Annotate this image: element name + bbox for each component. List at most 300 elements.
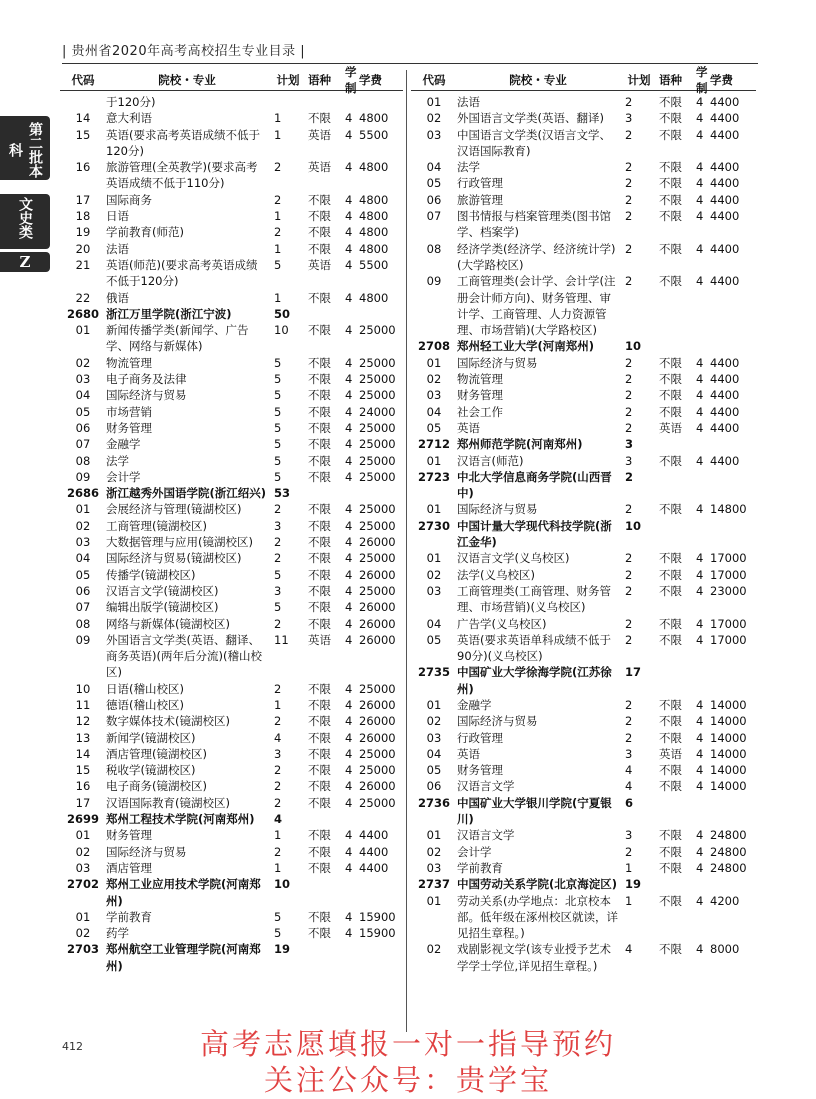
row-name: 意大利语 — [106, 111, 152, 126]
row-duration: 4 — [345, 926, 353, 941]
header-fee: 学费 — [710, 72, 733, 87]
row-lang: 不限 — [308, 518, 331, 533]
row-plan: 2 — [625, 714, 633, 729]
row-duration: 4 — [345, 372, 353, 387]
major-row — [60, 844, 403, 860]
major-row — [60, 110, 403, 126]
row-lang: 不限 — [308, 192, 331, 207]
row-fee: 4800 — [359, 209, 389, 224]
side-tab-category-label: 文史类 — [17, 197, 33, 239]
header-lang: 语种 — [659, 72, 682, 87]
running-header: | 贵州省2020年高考高校招生专业目录 | — [62, 44, 306, 59]
major-row — [60, 534, 403, 550]
row-lang: 不限 — [659, 404, 682, 419]
row-duration: 4 — [345, 420, 353, 435]
row-plan: 10 — [625, 518, 642, 533]
row-plan: 2 — [625, 355, 633, 370]
row-plan: 2 — [625, 616, 633, 631]
row-name: 会展经济与管理(镜湖校区) — [106, 502, 242, 517]
major-row — [411, 175, 756, 191]
row-code: 03 — [75, 372, 91, 387]
row-lang: 不限 — [659, 209, 682, 224]
row-name: 郑州轻工业大学(河南郑州) — [457, 339, 595, 354]
header-plan: 计划 — [627, 72, 651, 87]
row-duration: 4 — [345, 828, 353, 843]
row-lang: 不限 — [659, 127, 682, 142]
row-name: 德语(稽山校区) — [106, 697, 184, 712]
row-plan: 3 — [274, 746, 282, 761]
row-fee: 25000 — [359, 388, 396, 403]
row-name: 汉语言文学 — [457, 779, 515, 794]
row-duration: 4 — [696, 372, 704, 387]
row-fee: 4400 — [710, 355, 740, 370]
row-code: 12 — [75, 714, 91, 729]
row-name: 中国矿业大学银川学院(宁夏银川) — [457, 795, 612, 827]
row-lang: 不限 — [659, 697, 682, 712]
row-lang: 不限 — [308, 355, 331, 370]
row-lang: 不限 — [308, 209, 331, 224]
row-duration: 4 — [696, 844, 704, 859]
row-fee: 25000 — [359, 420, 396, 435]
row-code: 02 — [426, 567, 442, 582]
row-duration: 4 — [345, 518, 353, 533]
major-row — [411, 893, 756, 942]
row-lang: 不限 — [659, 160, 682, 175]
row-name: 财务管理 — [106, 828, 152, 843]
row-plan: 5 — [274, 600, 282, 615]
row-fee: 4400 — [359, 860, 389, 875]
row-plan: 5 — [274, 355, 282, 370]
row-plan: 5 — [274, 437, 282, 452]
row-name: 旅游管理(全英教学)(要求高考英语成绩不低于110分) — [106, 160, 258, 191]
major-row — [60, 94, 403, 110]
major-row — [60, 371, 403, 387]
row-fee: 14000 — [710, 763, 747, 778]
row-lang: 不限 — [308, 697, 331, 712]
row-plan: 2 — [625, 274, 633, 289]
row-name: 郑州航空工业管理学院(河南郑州) — [106, 942, 261, 973]
row-name: 学前教育 — [106, 909, 152, 924]
row-code: 01 — [426, 502, 442, 517]
row-plan: 10 — [274, 877, 291, 892]
row-lang: 不限 — [308, 681, 331, 696]
row-plan: 1 — [274, 241, 282, 256]
major-row — [60, 290, 403, 306]
row-name: 国际经济与贸易 — [457, 355, 538, 370]
row-code: 05 — [75, 404, 91, 419]
row-plan: 3 — [625, 746, 633, 761]
row-name: 浙江越秀外国语学院(浙江绍兴) — [106, 486, 267, 501]
row-lang: 不限 — [659, 714, 682, 729]
row-name: 电子商务及法律 — [106, 372, 187, 387]
major-row — [60, 257, 403, 290]
row-plan: 1 — [625, 893, 633, 908]
row-plan: 2 — [625, 502, 633, 517]
row-plan: 5 — [274, 926, 282, 941]
row-duration: 4 — [345, 763, 353, 778]
page-number: 412 — [62, 1040, 83, 1053]
row-duration: 4 — [345, 583, 353, 598]
row-name: 广告学(义乌校区) — [457, 616, 547, 631]
row-fee: 4200 — [710, 893, 740, 908]
row-plan: 2 — [625, 730, 633, 745]
row-plan: 11 — [274, 632, 289, 647]
row-duration: 4 — [696, 551, 704, 566]
major-row — [60, 436, 403, 452]
major-row — [411, 762, 756, 778]
row-fee: 25000 — [359, 518, 396, 533]
header-lang: 语种 — [308, 72, 331, 87]
row-fee: 25000 — [359, 323, 396, 338]
row-duration: 4 — [345, 714, 353, 729]
row-duration: 4 — [345, 290, 353, 305]
left-column-header — [60, 64, 403, 95]
row-duration: 4 — [696, 420, 704, 435]
row-duration: 4 — [696, 502, 704, 517]
row-name: 日语(稽山校区) — [106, 681, 184, 696]
row-name: 浙江万里学院(浙江宁波) — [106, 306, 232, 321]
row-plan: 3 — [625, 828, 633, 843]
major-row — [411, 550, 756, 566]
row-plan: 2 — [625, 844, 633, 859]
row-fee: 25000 — [359, 453, 396, 468]
row-fee: 25000 — [359, 372, 396, 387]
major-row — [411, 273, 756, 338]
row-fee: 4400 — [710, 209, 740, 224]
header-duration: 学制 — [696, 64, 708, 95]
row-lang: 不限 — [308, 730, 331, 745]
major-row — [60, 550, 403, 566]
major-row — [60, 404, 403, 420]
row-code: 05 — [75, 567, 91, 582]
row-duration: 4 — [696, 241, 704, 256]
major-row — [60, 827, 403, 843]
row-name: 英语(要求高考英语成绩不低于120分) — [106, 127, 260, 158]
row-code: 07 — [426, 209, 442, 224]
row-name: 学前教育(师范) — [106, 225, 184, 240]
row-code: 06 — [426, 779, 442, 794]
major-row — [60, 697, 403, 713]
row-code: 19 — [75, 225, 91, 240]
row-name: 国际经济与贸易 — [106, 388, 187, 403]
row-fee: 14000 — [710, 746, 747, 761]
row-duration: 4 — [345, 779, 353, 794]
row-lang: 不限 — [659, 241, 682, 256]
row-fee: 24800 — [710, 860, 747, 875]
row-name: 编辑出版学(镜湖校区) — [106, 600, 219, 615]
row-duration: 4 — [696, 355, 704, 370]
row-lang: 不限 — [308, 779, 331, 794]
row-duration: 4 — [345, 600, 353, 615]
row-duration: 4 — [696, 730, 704, 745]
row-lang: 不限 — [308, 290, 331, 305]
row-duration: 4 — [696, 274, 704, 289]
header-fee: 学费 — [359, 72, 382, 87]
row-plan: 2 — [274, 844, 282, 859]
row-code: 06 — [426, 192, 442, 207]
major-row — [411, 192, 756, 208]
row-duration: 4 — [345, 323, 353, 338]
row-lang: 不限 — [308, 909, 331, 924]
row-fee: 4800 — [359, 160, 389, 175]
major-row — [60, 322, 403, 355]
row-lang: 英语 — [659, 746, 682, 761]
row-lang: 不限 — [308, 746, 331, 761]
row-fee: 4400 — [710, 95, 740, 109]
row-duration: 4 — [345, 209, 353, 224]
row-fee: 4400 — [359, 828, 389, 843]
row-lang: 不限 — [308, 583, 331, 598]
row-plan: 5 — [274, 372, 282, 387]
row-name: 酒店管理 — [106, 860, 152, 875]
row-name: 会计学 — [106, 469, 141, 484]
row-code: 15 — [75, 127, 91, 142]
major-row — [411, 404, 756, 420]
row-fee: 25000 — [359, 502, 396, 517]
row-fee: 26000 — [359, 632, 396, 647]
row-code: 02 — [426, 714, 442, 729]
row-name: 国际经济与贸易 — [457, 714, 538, 729]
row-fee: 14000 — [710, 697, 747, 712]
row-duration: 4 — [696, 942, 704, 957]
row-plan: 1 — [274, 111, 282, 126]
row-code: 02 — [75, 844, 91, 859]
row-plan: 2 — [274, 192, 282, 207]
row-code: 15 — [75, 763, 91, 778]
row-name: 金融学 — [106, 437, 141, 452]
row-plan: 4 — [274, 730, 282, 745]
row-plan: 5 — [274, 567, 282, 582]
row-duration: 4 — [345, 535, 353, 550]
row-name: 社会工作 — [457, 404, 503, 419]
row-name: 法学 — [457, 160, 480, 175]
row-name: 汉语言(师范) — [457, 453, 524, 468]
major-row — [411, 567, 756, 583]
row-lang: 不限 — [659, 828, 682, 843]
row-fee: 4400 — [710, 241, 740, 256]
row-name: 工商管理类(工商管理、财务管理、市场营销)(义乌校区) — [457, 583, 611, 615]
row-plan: 3 — [625, 453, 633, 468]
row-lang: 不限 — [308, 795, 331, 810]
row-duration: 4 — [345, 453, 353, 468]
row-fee: 26000 — [359, 616, 396, 631]
row-code: 02 — [426, 111, 442, 126]
major-row — [411, 241, 756, 274]
row-duration: 4 — [696, 697, 704, 712]
row-lang: 不限 — [659, 583, 682, 598]
school-row — [60, 485, 403, 501]
row-code: 2723 — [417, 469, 450, 484]
row-name: 俄语 — [106, 290, 129, 305]
school-row — [411, 436, 756, 452]
row-name: 劳动关系(办学地点：北京校本部。低年级在涿州校区就读，详见招生章程。) — [457, 893, 618, 941]
row-name: 药学 — [106, 926, 129, 941]
row-name: 财务管理 — [457, 763, 503, 778]
row-name: 数字媒体技术(镜湖校区) — [106, 714, 230, 729]
row-plan: 1 — [274, 127, 282, 142]
row-code: 05 — [426, 176, 442, 191]
row-fee: 26000 — [359, 714, 396, 729]
row-duration: 4 — [696, 746, 704, 761]
row-duration: 4 — [345, 632, 353, 647]
major-row — [60, 762, 403, 778]
row-name: 郑州工业应用技术学院(河南郑州) — [106, 877, 261, 908]
row-duration: 4 — [345, 241, 353, 256]
row-lang: 不限 — [659, 551, 682, 566]
row-code: 03 — [426, 583, 442, 598]
row-fee: 25000 — [359, 551, 396, 566]
major-row — [60, 387, 403, 403]
row-code: 18 — [75, 209, 91, 224]
row-name: 汉语言文学 — [457, 828, 515, 843]
row-duration: 4 — [696, 176, 704, 191]
major-row — [60, 420, 403, 436]
row-code: 09 — [75, 632, 91, 647]
row-code: 02 — [75, 518, 91, 533]
major-row — [60, 192, 403, 208]
row-code: 08 — [75, 453, 91, 468]
row-name: 行政管理 — [457, 176, 503, 191]
row-name: 会计学 — [457, 844, 492, 859]
row-code: 03 — [426, 860, 442, 875]
major-row — [411, 730, 756, 746]
row-duration: 4 — [696, 127, 704, 142]
row-lang: 不限 — [659, 942, 682, 957]
right-table-body — [411, 94, 756, 974]
row-name: 中国语言文学类(汉语言文学、汉语国际教育) — [457, 127, 611, 158]
major-row — [411, 208, 756, 241]
row-lang: 不限 — [659, 453, 682, 468]
row-code: 05 — [426, 420, 442, 435]
row-duration: 4 — [696, 714, 704, 729]
row-lang: 不限 — [308, 404, 331, 419]
row-fee: 17000 — [710, 551, 747, 566]
row-duration: 4 — [345, 355, 353, 370]
row-fee: 4400 — [710, 176, 740, 191]
row-lang: 英语 — [308, 127, 331, 142]
row-plan: 6 — [625, 795, 634, 810]
row-lang: 不限 — [659, 779, 682, 794]
major-row — [411, 387, 756, 403]
row-code: 01 — [426, 95, 442, 109]
major-row — [60, 925, 403, 941]
row-plan: 4 — [625, 779, 633, 794]
row-lang: 不限 — [308, 616, 331, 631]
row-lang: 不限 — [308, 926, 331, 941]
row-plan: 2 — [274, 763, 282, 778]
row-lang: 不限 — [659, 388, 682, 403]
row-duration: 4 — [696, 160, 704, 175]
row-plan: 3 — [274, 518, 282, 533]
row-plan: 2 — [625, 420, 633, 435]
row-plan: 2 — [625, 551, 633, 566]
row-plan: 5 — [274, 420, 282, 435]
row-lang: 不限 — [308, 241, 331, 256]
row-name: 工商管理类(会计学、会计学(注册会计师方向)、财务管理、审计学、工商管理、人力资源管理、市场营销)(大学路校区) — [457, 274, 616, 338]
major-row — [411, 616, 756, 632]
row-code: 07 — [75, 600, 91, 615]
row-lang: 不限 — [308, 714, 331, 729]
row-name: 戏剧影视文学(该专业授予艺术学学士学位,详见招生章程。) — [457, 942, 611, 973]
row-lang: 英语 — [308, 257, 331, 272]
row-plan: 2 — [274, 779, 282, 794]
row-code: 2730 — [417, 518, 450, 533]
row-code: 01 — [75, 828, 91, 843]
major-row — [411, 110, 756, 126]
row-code: 14 — [75, 746, 91, 761]
row-duration: 4 — [345, 795, 353, 810]
row-lang: 不限 — [308, 844, 331, 859]
row-lang: 不限 — [659, 95, 682, 109]
row-fee: 4800 — [359, 111, 389, 126]
row-name: 工商管理(镜湖校区) — [106, 518, 207, 533]
row-lang: 不限 — [308, 372, 331, 387]
major-row — [60, 616, 403, 632]
row-name: 税收学(镜湖校区) — [106, 763, 196, 778]
row-name: 国际商务 — [106, 192, 152, 207]
row-fee: 4400 — [710, 160, 740, 175]
row-plan: 5 — [274, 909, 282, 924]
row-fee: 14000 — [710, 730, 747, 745]
row-lang: 不限 — [308, 551, 331, 566]
row-plan: 10 — [625, 339, 642, 354]
row-name: 汉语言文学(义乌校区) — [457, 551, 570, 566]
row-lang: 不限 — [308, 453, 331, 468]
row-code: 04 — [75, 551, 91, 566]
row-duration: 4 — [345, 697, 353, 712]
school-row — [411, 876, 756, 892]
row-lang: 英语 — [308, 632, 331, 647]
row-lang: 不限 — [308, 388, 331, 403]
row-lang: 不限 — [308, 763, 331, 778]
row-lang: 不限 — [659, 567, 682, 582]
row-plan: 3 — [625, 111, 633, 126]
row-duration: 4 — [696, 567, 704, 582]
row-lang: 不限 — [659, 355, 682, 370]
row-duration: 4 — [696, 616, 704, 631]
row-plan: 5 — [274, 257, 282, 272]
row-code: 08 — [426, 241, 442, 256]
major-row — [60, 567, 403, 583]
right-column-header — [411, 64, 756, 95]
row-fee: 4400 — [710, 453, 740, 468]
row-code: 14 — [75, 111, 91, 126]
row-code: 01 — [426, 697, 442, 712]
row-name: 法学(义乌校区) — [457, 567, 535, 582]
row-code: 17 — [75, 795, 91, 810]
row-code: 2680 — [66, 306, 99, 321]
row-lang: 英语 — [308, 160, 331, 175]
row-fee: 17000 — [710, 567, 747, 582]
major-row — [60, 632, 403, 681]
row-name: 电子商务(镜湖校区) — [106, 779, 207, 794]
row-lang: 不限 — [308, 600, 331, 615]
row-name: 行政管理 — [457, 730, 503, 745]
row-plan: 2 — [274, 225, 282, 240]
row-plan: 2 — [274, 502, 282, 517]
row-plan: 2 — [274, 714, 282, 729]
row-duration: 4 — [696, 893, 704, 908]
row-fee: 4800 — [359, 290, 389, 305]
major-row — [60, 909, 403, 925]
row-name: 英语 — [457, 420, 480, 435]
major-row — [60, 746, 403, 762]
row-plan: 19 — [274, 942, 291, 957]
row-code: 01 — [426, 893, 442, 908]
header-code: 代码 — [71, 72, 95, 87]
major-row — [411, 127, 756, 160]
row-name: 传播学(镜湖校区) — [106, 567, 196, 582]
